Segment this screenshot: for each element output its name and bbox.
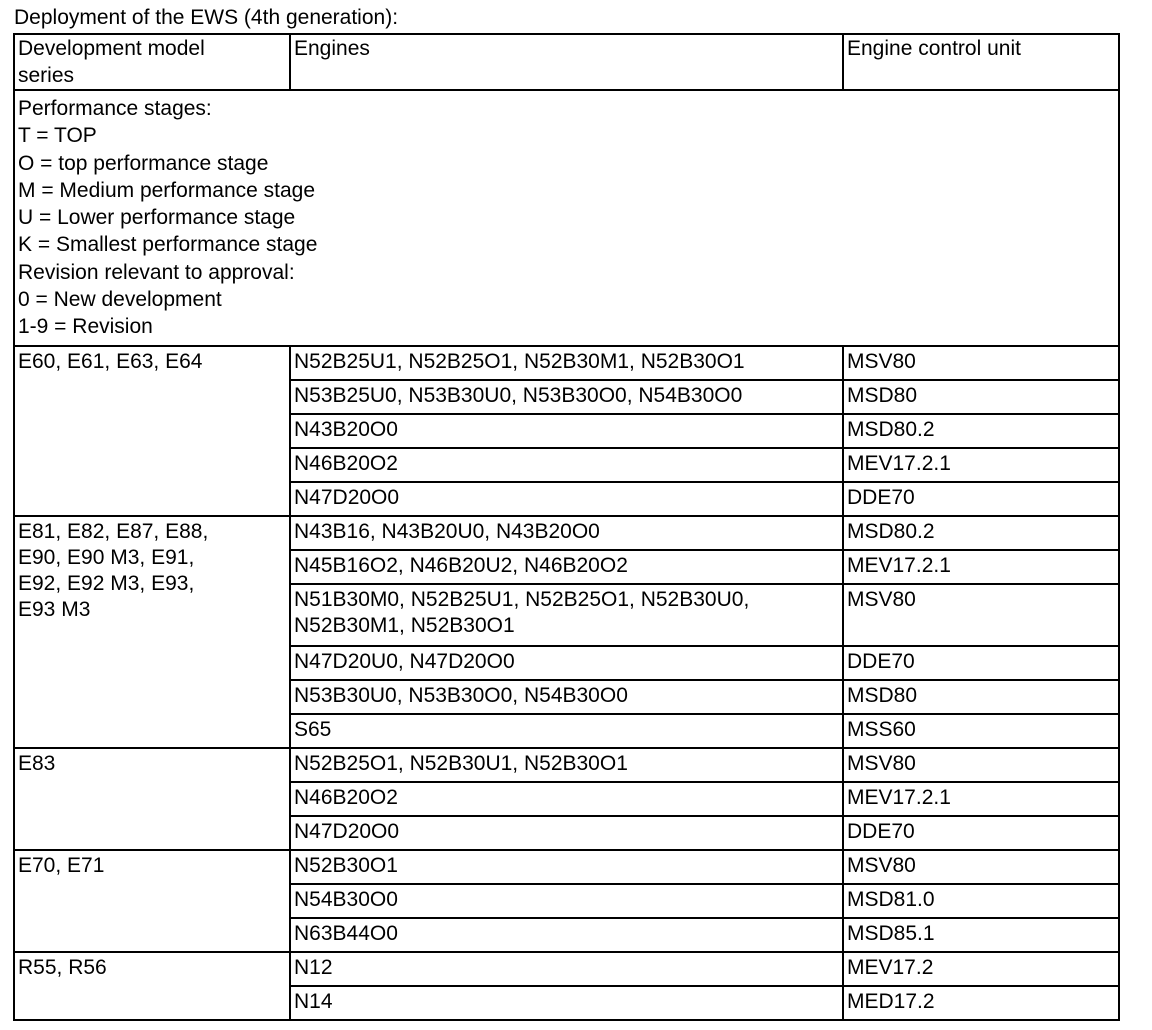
ecu-cell: MSV80 xyxy=(843,850,1119,884)
engines-cell xyxy=(290,680,843,714)
engine-codes-line: N43B20O0 xyxy=(294,418,398,441)
legend-row xyxy=(14,90,1119,346)
ecu-cell: MSD85.1 xyxy=(843,918,1119,952)
ecu-cell: MSD80 xyxy=(843,680,1119,714)
engine-codes-line: S65 xyxy=(294,718,332,741)
engine-codes-line: N46B20O2 xyxy=(294,452,398,475)
legend-line: 0 = New development xyxy=(18,288,222,312)
performance-legend xyxy=(14,90,1119,346)
ecu-cell: MSD80.2 xyxy=(843,516,1119,550)
model-series-line: E83 xyxy=(18,752,56,775)
model-series-cell xyxy=(14,850,290,952)
engine-codes-line: N63B44O0 xyxy=(294,922,398,945)
ecu-cell: MSV80 xyxy=(843,346,1119,380)
ecu-cell: MSV80 xyxy=(843,748,1119,782)
engines-cell xyxy=(290,448,843,482)
engines-cell xyxy=(290,952,843,986)
ecu-cell: MEV17.2.1 xyxy=(843,782,1119,816)
legend-line: Performance stages: xyxy=(18,97,212,120)
ecu-cell: MEV17.2 xyxy=(843,952,1119,986)
legend-line: K = Smallest performance stage xyxy=(18,233,318,257)
engine-codes-line: N47D20U0, N47D20O0 xyxy=(294,650,515,673)
engine-codes-line: N53B25U0, N53B30U0, N53B30O0, N54B30O0 xyxy=(294,384,743,407)
table-row xyxy=(14,346,1119,380)
ecu-cell: DDE70 xyxy=(843,646,1119,680)
legend-line: U = Lower performance stage xyxy=(18,206,296,230)
engine-codes-line: N53B30U0, N53B30O0, N54B30O0 xyxy=(294,684,628,707)
engine-codes-line: N52B30M1, N52B30O1 xyxy=(294,614,515,637)
ecu-cell: DDE70 xyxy=(843,816,1119,850)
engine-codes-line: N43B16, N43B20U0, N43B20O0 xyxy=(294,520,600,543)
model-series-cell xyxy=(14,346,290,516)
legend-line: Revision relevant to approval: xyxy=(18,260,295,284)
engines-cell xyxy=(290,748,843,782)
engine-codes-line: N45B16O2, N46B20U2, N46B20O2 xyxy=(294,554,628,577)
ecu-cell: MSD80.2 xyxy=(843,414,1119,448)
engines-cell xyxy=(290,884,843,918)
header-model-series-line: series xyxy=(18,64,75,87)
legend-line: T = TOP xyxy=(18,124,97,148)
engine-codes-line: N46B20O2 xyxy=(294,786,398,809)
engines-cell xyxy=(290,918,843,952)
ecu-cell: MEV17.2.1 xyxy=(843,448,1119,482)
model-series-cell xyxy=(14,748,290,850)
engine-codes-line: N52B30O1 xyxy=(294,854,398,877)
legend-line: 1-9 = Revision xyxy=(18,315,153,339)
legend-line: O = top performance stage xyxy=(18,151,269,175)
ecu-cell: DDE70 xyxy=(843,482,1119,516)
legend-line: M = Medium performance stage xyxy=(18,178,316,202)
engine-codes-line: N47D20O0 xyxy=(294,820,400,843)
engines-cell xyxy=(290,850,843,884)
header-model-series-line: Development model xyxy=(18,37,205,60)
table-row xyxy=(14,748,1119,782)
engines-cell xyxy=(290,646,843,680)
engines-cell xyxy=(290,482,843,516)
engines-cell xyxy=(290,714,843,748)
ecu-cell: MSD81.0 xyxy=(843,884,1119,918)
ecu-cell: MSV80 xyxy=(843,584,1119,646)
engines-cell xyxy=(290,782,843,816)
engines-cell xyxy=(290,414,843,448)
ecu-cell: MEV17.2.1 xyxy=(843,550,1119,584)
document-caption: Deployment of the EWS (4th generation): xyxy=(14,6,399,29)
engines-cell xyxy=(290,516,843,550)
model-series-line: E93 M3 xyxy=(18,598,91,621)
table-row xyxy=(14,516,1119,550)
header-model-series xyxy=(14,34,290,90)
engine-codes-line: N54B30O0 xyxy=(294,888,398,911)
engines-cell xyxy=(290,550,843,584)
engine-codes-line: N14 xyxy=(294,990,333,1013)
ecu-cell: MSD80 xyxy=(843,380,1119,414)
model-series-line: E92, E92 M3, E93, xyxy=(18,572,195,595)
engines-cell xyxy=(290,986,843,1020)
engines-cell xyxy=(290,346,843,380)
ecu-cell: MSS60 xyxy=(843,714,1119,748)
ews-deployment-table xyxy=(13,33,1120,1021)
model-series-cell xyxy=(14,952,290,1020)
engine-codes-line: N51B30M0, N52B25U1, N52B25O1, N52B30U0, xyxy=(294,588,750,611)
ecu-cell: MED17.2 xyxy=(843,986,1119,1020)
header-ecu: Engine control unit xyxy=(843,34,1119,90)
table-row xyxy=(14,952,1119,986)
model-series-line: E70, E71 xyxy=(18,854,105,877)
header-engines: Engines xyxy=(290,34,843,90)
engines-cell xyxy=(290,380,843,414)
header-row xyxy=(14,34,1119,90)
model-series-cell xyxy=(14,516,290,748)
engine-codes-line: N12 xyxy=(294,956,333,979)
model-series-line: E90, E90 M3, E91, xyxy=(18,546,195,569)
table-row xyxy=(14,850,1119,884)
engine-codes-line: N52B25U1, N52B25O1, N52B30M1, N52B30O1 xyxy=(294,350,745,373)
engines-cell xyxy=(290,584,843,646)
engine-codes-line: N47D20O0 xyxy=(294,486,400,509)
model-series-line: R55, R56 xyxy=(18,956,107,979)
engines-cell xyxy=(290,816,843,850)
engine-codes-line: N52B25O1, N52B30U1, N52B30O1 xyxy=(294,752,628,775)
model-series-line: E81, E82, E87, E88, xyxy=(18,520,209,543)
model-series-line: E60, E61, E63, E64 xyxy=(18,350,203,373)
